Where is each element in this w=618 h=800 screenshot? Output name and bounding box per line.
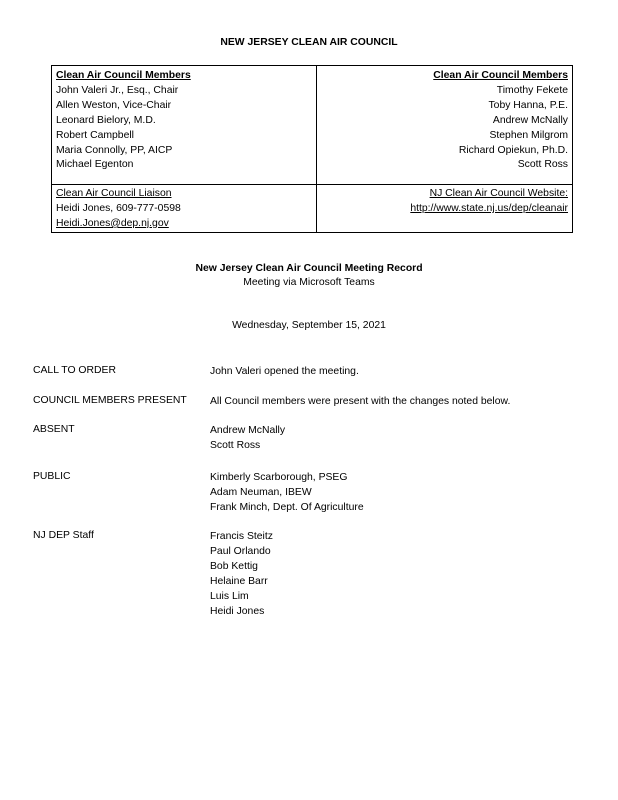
member-name: Robert Campbell [56, 129, 134, 141]
member-name: Stephen Milgrom [489, 129, 568, 141]
section-line: Luis Lim [210, 590, 249, 602]
section-content [210, 530, 273, 619]
member-name: Scott Ross [517, 159, 568, 171]
section-label: NJ DEP Staff [33, 530, 94, 541]
left-members-column [56, 69, 191, 173]
council-members-table [51, 65, 573, 233]
meeting-date: Wednesday, September 15, 2021 [232, 320, 386, 331]
website-cell [410, 187, 568, 217]
member-name: Maria Connolly, PP, AICP [56, 144, 173, 156]
section-content [210, 365, 359, 380]
section-line: Bob Kettig [210, 560, 258, 572]
section-line: Kimberly Scarborough, PSEG [210, 472, 348, 483]
table-row-divider [52, 184, 572, 185]
liaison-contact: Heidi Jones, 609-777-0598 [56, 202, 181, 214]
section-content [210, 395, 510, 410]
section-line: Adam Neuman, IBEW [210, 486, 312, 498]
section-line: All Council members were present with the changes noted below. [210, 396, 511, 407]
section-label: PUBLIC [33, 471, 71, 482]
member-name: Richard Opiekun, Ph.D. [458, 144, 568, 156]
section-line: Paul Orlando [210, 545, 271, 557]
page-title: NEW JERSEY CLEAN AIR COUNCIL [220, 37, 398, 48]
member-name: Leonard Bielory, M.D. [56, 114, 156, 126]
section-content [210, 471, 364, 516]
meeting-record-title: New Jersey Clean Air Council Meeting Record [195, 263, 423, 274]
section-content [210, 424, 285, 454]
website-heading: NJ Clean Air Council Website: [429, 188, 568, 199]
table-column-divider [316, 66, 317, 232]
meeting-record-subtitle: Meeting via Microsoft Teams [243, 277, 375, 288]
website-link[interactable]: http://www.state.nj.us/dep/cleanair [410, 202, 568, 214]
member-name: Toby Hanna, P.E. [488, 99, 568, 111]
member-name: Allen Weston, Vice-Chair [56, 99, 172, 111]
member-name: Andrew McNally [492, 114, 568, 126]
left-members-heading: Clean Air Council Members [56, 70, 191, 81]
right-members-heading: Clean Air Council Members [433, 70, 568, 81]
member-name: John Valeri Jr., Esq., Chair [56, 84, 179, 96]
section-label: ABSENT [33, 424, 75, 435]
liaison-heading: Clean Air Council Liaison [56, 188, 172, 199]
section-label: CALL TO ORDER [33, 365, 116, 376]
member-name: Michael Egenton [56, 159, 134, 171]
section-line: Scott Ross [210, 439, 261, 451]
right-members-column [433, 69, 568, 173]
member-name: Timothy Fekete [496, 84, 568, 96]
section-line: Andrew McNally [210, 425, 286, 436]
section-line: Frank Minch, Dept. Of Agriculture [210, 501, 364, 513]
section-line: Francis Steitz [210, 531, 273, 542]
liaison-cell [56, 187, 181, 232]
section-line: Helaine Barr [210, 575, 268, 587]
section-line: John Valeri opened the meeting. [210, 366, 359, 377]
section-label: COUNCIL MEMBERS PRESENT [33, 395, 187, 406]
section-line: Heidi Jones [210, 605, 265, 617]
liaison-email-link[interactable]: Heidi.Jones@dep.nj.gov [56, 217, 169, 229]
